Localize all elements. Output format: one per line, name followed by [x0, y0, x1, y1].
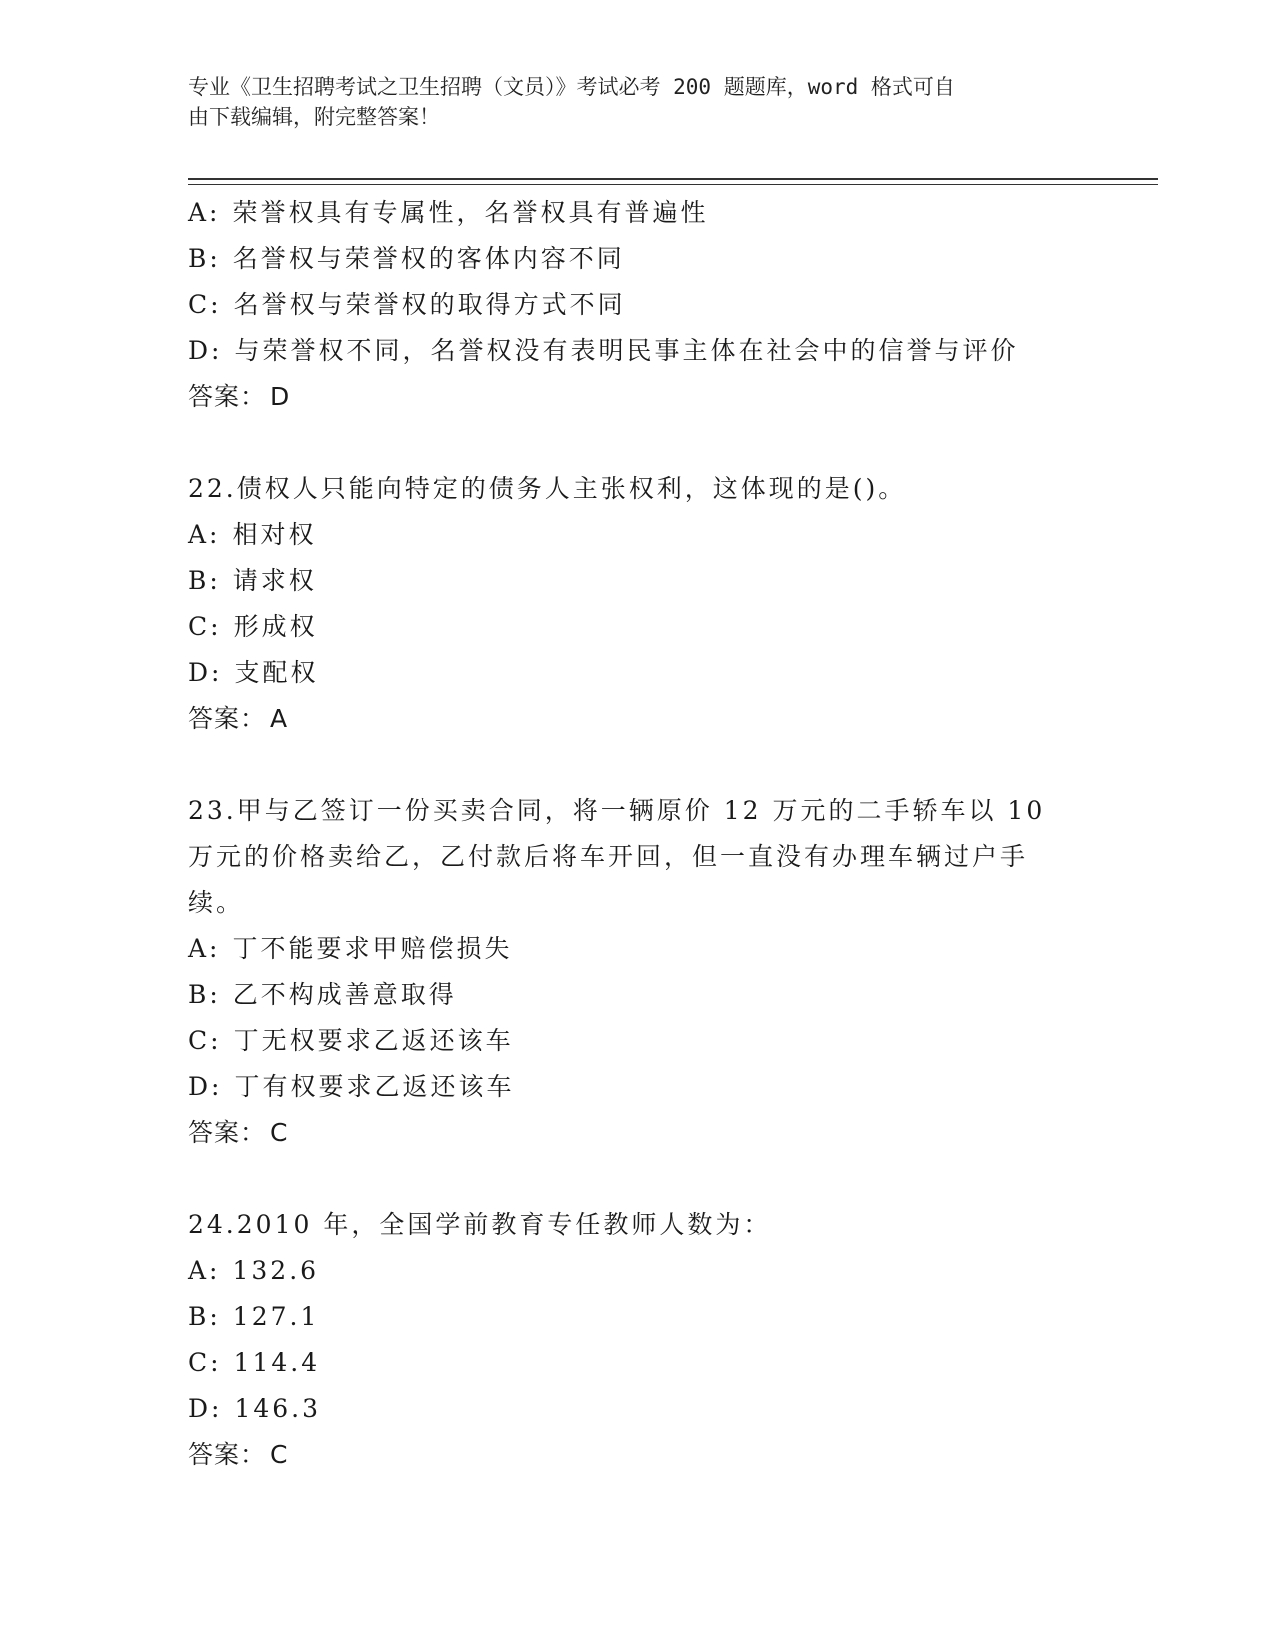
- option-b: B: 乙不构成善意取得: [188, 980, 457, 1009]
- question-list: [188, 190, 1088, 1478]
- question-stem: 24.2010 年，全国学前教育专任教师人数为：: [188, 1210, 772, 1239]
- page-header: [188, 72, 1068, 132]
- question-block: [188, 466, 1088, 742]
- answer-line: [188, 374, 1088, 420]
- option-a: A: 相对权: [188, 520, 317, 549]
- header-title-line2: 由下载编辑，附完整答案！: [188, 105, 440, 129]
- option-a: A: 荣誉权具有专属性，名誉权具有普遍性: [188, 198, 709, 227]
- answer-line: [188, 696, 1088, 742]
- question-block: [188, 1202, 1088, 1478]
- option-a: A: 132.6: [188, 1256, 320, 1285]
- header-divider-thick: [188, 178, 1158, 180]
- answer-value: A: [270, 704, 289, 733]
- option-d: D: 丁有权要求乙返还该车: [188, 1072, 515, 1101]
- question-stem: 23.甲与乙签订一份买卖合同，将一辆原价 12 万元的二手轿车以 10 万元的价格卖给乙，乙付款后将车开回，但一直没有办理车辆过户手续。: [188, 796, 1046, 917]
- answer-value: C: [270, 1118, 289, 1147]
- answer-value: D: [270, 382, 291, 411]
- answer-label: 答案：: [188, 382, 267, 411]
- option-b: B: 请求权: [188, 566, 317, 595]
- option-d: D: 支配权: [188, 658, 319, 687]
- option-d: D: 与荣誉权不同，名誉权没有表明民事主体在社会中的信誉与评价: [188, 336, 1019, 365]
- answer-value: C: [270, 1440, 289, 1469]
- answer-label: 答案：: [188, 1440, 267, 1469]
- option-c: C: 名誉权与荣誉权的取得方式不同: [188, 290, 626, 319]
- option-c: C: 114.4: [188, 1348, 321, 1377]
- option-d: D: 146.3: [188, 1394, 322, 1423]
- question-block: [188, 190, 1088, 420]
- question-stem: 22.债权人只能向特定的债务人主张权利，这体现的是()。: [188, 474, 907, 503]
- option-b: B: 127.1: [188, 1302, 320, 1331]
- question-block: [188, 788, 1088, 1156]
- option-c: C: 形成权: [188, 612, 318, 641]
- answer-label: 答案：: [188, 1118, 267, 1147]
- option-a: A: 丁不能要求甲赔偿损失: [188, 934, 513, 963]
- header-divider-thin: [188, 184, 1158, 185]
- option-c: C: 丁无权要求乙返还该车: [188, 1026, 514, 1055]
- answer-label: 答案：: [188, 704, 267, 733]
- answer-line: [188, 1110, 1088, 1156]
- header-title-line1: 专业《卫生招聘考试之卫生招聘（文员）》考试必考 200 题题库，word 格式可自: [188, 75, 955, 99]
- option-b: B: 名誉权与荣誉权的客体内容不同: [188, 244, 625, 273]
- answer-line: [188, 1432, 1088, 1478]
